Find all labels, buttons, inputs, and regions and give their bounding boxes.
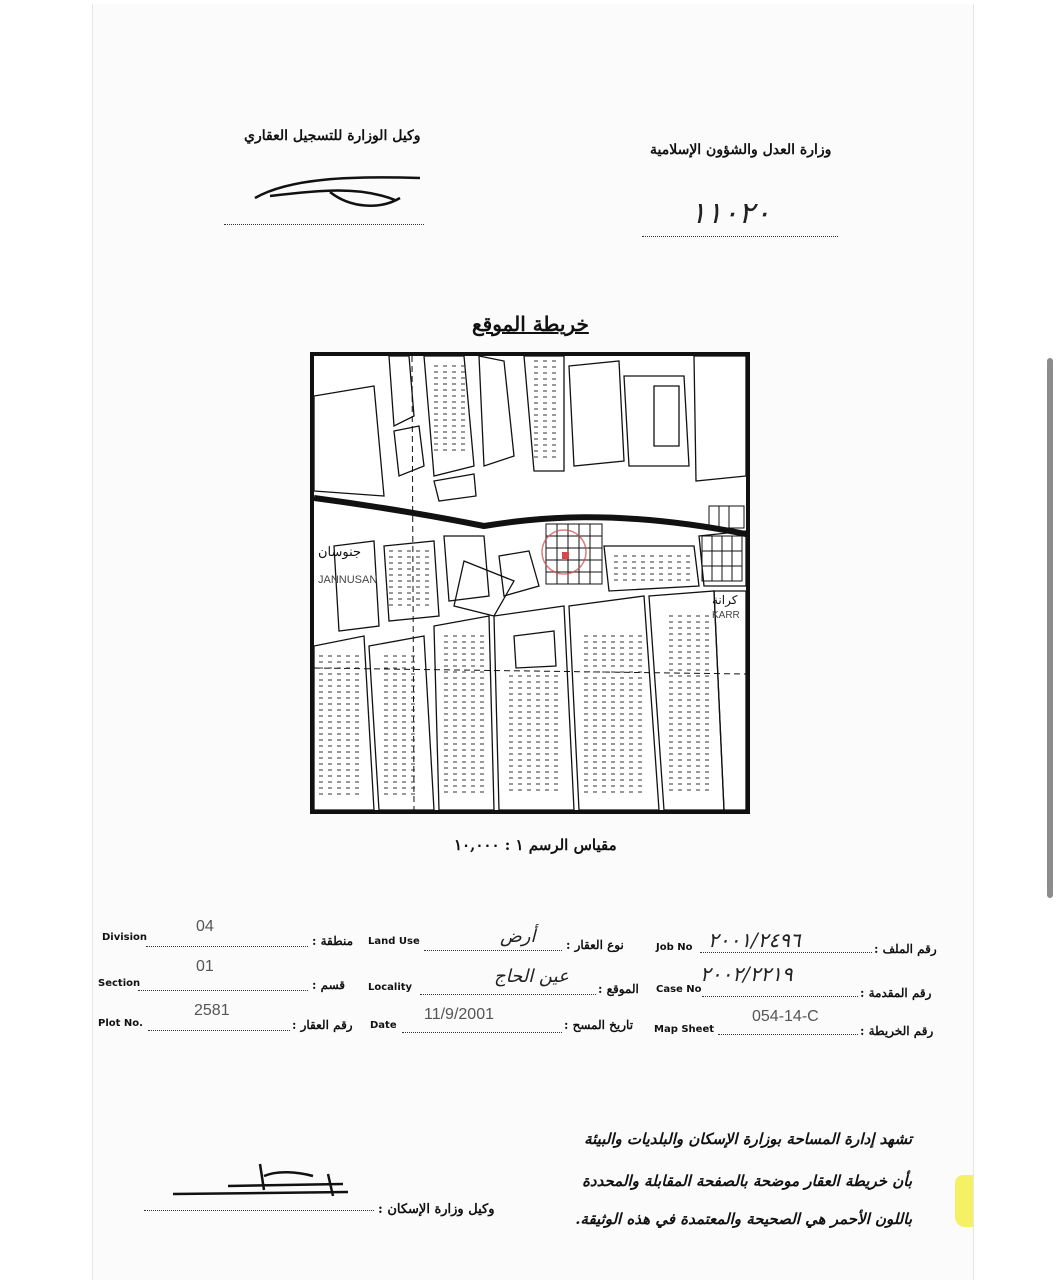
job-no-label-en: Job No [656,942,693,953]
locality-label-en: Locality [368,982,413,993]
date-dots [402,1032,562,1033]
case-no-value: ٢٠٠٢/٢٢١٩ [700,962,793,986]
locality-label-ar: الموقع : [598,982,639,996]
plot-no-label-en: Plot No. [98,1018,143,1029]
locality-value: عين الحاج [494,966,569,987]
date-label-ar: تاريخ المسح : [564,1018,634,1032]
section-label-ar: قسم : [312,978,346,992]
map-scale: مقياس الرسم ١ : ١٠,٠٠٠ [454,836,617,854]
division-dots [146,946,308,947]
job-no-dots [700,952,872,953]
map-label-jannusan-ar: جنوسان [318,545,362,560]
plot-no-label-ar: رقم العقار : [292,1018,353,1032]
division-value: 04 [196,918,214,935]
plot-no-dots [148,1030,290,1031]
map-label-karranah-en: KARR [712,610,740,621]
certification-line-3: باللون الأحمر هي الصحيحة والمعتمدة في هذه الوثيقة. [575,1210,912,1228]
division-label-en: Division [102,932,148,943]
map-label-karranah-ar: كرانة [712,593,738,607]
map-drawing [314,356,746,810]
signature-bottom-line [144,1210,374,1211]
signature-top-line [224,224,424,225]
case-no-label-ar: رقم المقدمة : [860,986,932,1000]
division-label-ar: منطقة : [312,934,354,948]
locality-dots [420,994,596,995]
handwritten-reference: ١١٠٢٠ [690,196,771,231]
certification-line-1: تشهد إدارة المساحة بوزارة الإسكان والبلديات والبيئة [584,1130,912,1148]
ministry-agent-registry-heading: وكيل الوزارة للتسجيل العقاري [244,128,421,144]
job-no-value: ٢٠٠١/٢٤٩٦ [708,928,801,952]
case-no-label-en: Case No [656,984,702,995]
ministry-justice-heading: وزارة العدل والشؤون الإسلامية [650,142,832,158]
section-dots [138,990,308,991]
land-use-label-en: Land Use [368,936,420,947]
job-no-label-ar: رقم الملف : [874,942,937,956]
signature-top [230,168,430,218]
land-use-dots [424,950,562,951]
land-use-label-ar: نوع العقار : [566,938,624,952]
plot-no-value: 2581 [194,1002,230,1019]
certification-line-2: بأن خريطة العقار موضحة بالصفحة المقابلة والمحددة [582,1172,912,1190]
map-sheet-dots [718,1034,858,1035]
date-value: 11/9/2001 [424,1006,494,1023]
section-label-en: Section [98,978,141,989]
map-sheet-label-en: Map Sheet [654,1024,715,1035]
map-label-jannusan-en: JANNUSAN [318,574,378,586]
case-no-dots [702,996,858,997]
map-sheet-label-ar: رقم الخريطة : [860,1024,934,1038]
land-use-value: أرض [500,926,536,947]
map-title: خريطة الموقع [472,312,589,336]
vertical-scrollbar[interactable] [1047,358,1053,898]
date-label-en: Date [370,1020,397,1031]
reference-underline [642,236,838,237]
map-sheet-value: 054-14-C [752,1008,819,1025]
agent-housing-label: وكيل وزارة الإسكان : [378,1202,495,1217]
section-value: 01 [196,958,214,975]
signature-bottom [168,1156,368,1206]
highlighter-mark [955,1175,973,1227]
location-map [310,352,750,814]
